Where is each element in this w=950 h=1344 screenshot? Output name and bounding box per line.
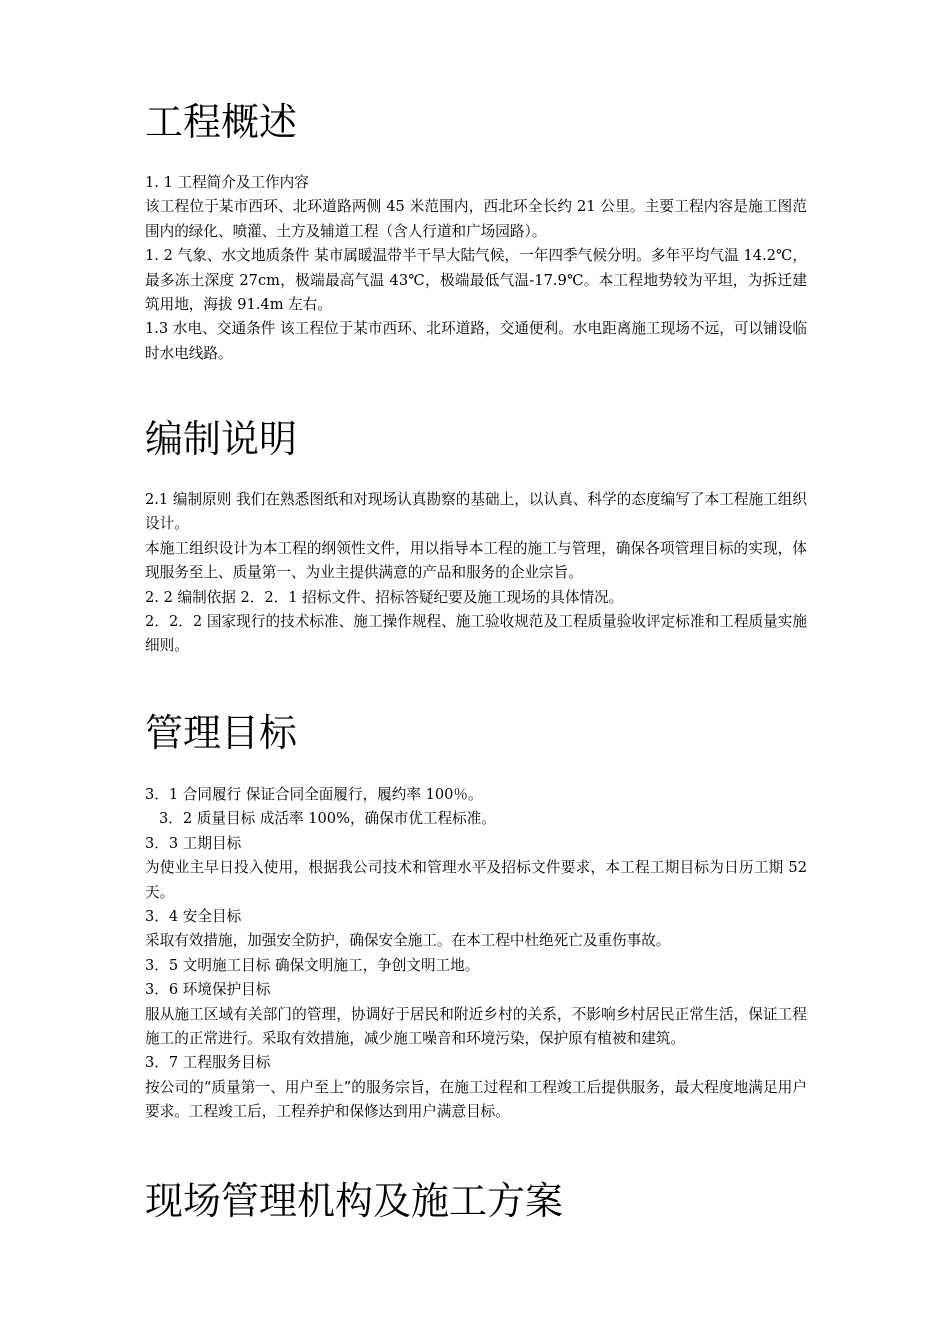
section-title-site-management: 现场管理机构及施工方案	[145, 1179, 564, 1223]
paragraph: 服从施工区域有关部门的管理，协调好于居民和附近乡村的关系，不影响乡村居民正常生活，保证工程施工的正常进行。采取有效措施，减少施工噪音和环境污染，保护原有植被和建筑。	[145, 1005, 807, 1048]
paragraph: 采取有效措施，加强安全防护，确保安全施工。在本工程中杜绝死亡及重伤事故。	[145, 932, 671, 950]
paragraph: 3．2 质量目标 成活率 100%，确保市优工程标准。	[159, 810, 496, 828]
paragraph: 按公司的“质量第一、用户至上”的服务宗旨，在施工过程和工程竣工后提供服务，最大程度地满足用户要求。工程竣工后，工程养护和保修达到用户满意目标。	[145, 1078, 807, 1121]
paragraph: 2．2．2 国家现行的技术标准、施工操作规程、施工验收规范及工程质量验收评定标准和工程质量实施细则。	[145, 613, 807, 655]
paragraph: 3．6 环境保护目标	[145, 981, 271, 999]
paragraph: 该工程位于某市西环、北环道路两侧 45 米范围内，西北环全长约 21 公里。主要工程内容是施工图范围内的绿化、喷灌、土方及辅道工程（含人行道和广场园路）。	[145, 198, 807, 240]
paragraph: 1.3 水电、交通条件 该工程位于某市西环、北环道路，交通便利。水电距离施工现场不远，可以铺设临时水电线路。	[145, 320, 807, 362]
section-title-compilation: 编制说明	[145, 417, 298, 461]
paragraph: 3．5 文明施工目标 确保文明施工，争创文明工地。	[145, 956, 480, 974]
paragraph: 3．7 工程服务目标	[145, 1054, 271, 1072]
section-title-overview: 工程概述	[145, 100, 298, 144]
paragraph: 1. 2 气象、水文地质条件 某市属暖温带半干旱大陆气候，一年四季气候分明。多年平均气温 14.2℃，最多冻土深度 27cm，极端最高气温 43℃，极端最低气温-17.9℃。本工程地势较为平坦，为拆迁建筑用地，海拔 91.4m 左右。	[145, 247, 807, 314]
paragraph: 3．4 安全目标	[145, 908, 242, 926]
paragraph: 1. 1 工程简介及工作内容	[145, 174, 309, 191]
section-title-management-goals: 管理目标	[145, 711, 298, 755]
paragraph: 3．3 工期目标	[145, 834, 242, 852]
paragraph: 2.1 编制原则 我们在熟悉图纸和对现场认真勘察的基础上，以认真、科学的态度编写了本工程施工组织设计。	[145, 491, 807, 533]
paragraph: 2. 2 编制依据 2．2．1 招标文件、招标答疑纪要及施工现场的具体情况。	[145, 588, 624, 606]
paragraph: 本施工组织设计为本工程的纲领性文件，用以指导本工程的施工与管理，确保各项管理目标的实现，体现服务至上、质量第一、为业主提供满意的产品和服务的企业宗旨。	[145, 539, 807, 582]
paragraph: 3．1 合同履行 保证合同全面履行，履约率 100％。	[145, 786, 483, 803]
section-body-overview	[145, 171, 807, 366]
section-body-management-goals	[145, 783, 807, 1125]
section-body-compilation	[145, 488, 807, 659]
paragraph: 为使业主早日投入使用，根据我公司技术和管理水平及招标文件要求，本工程工期目标为日历工期 52 天。	[145, 859, 807, 901]
